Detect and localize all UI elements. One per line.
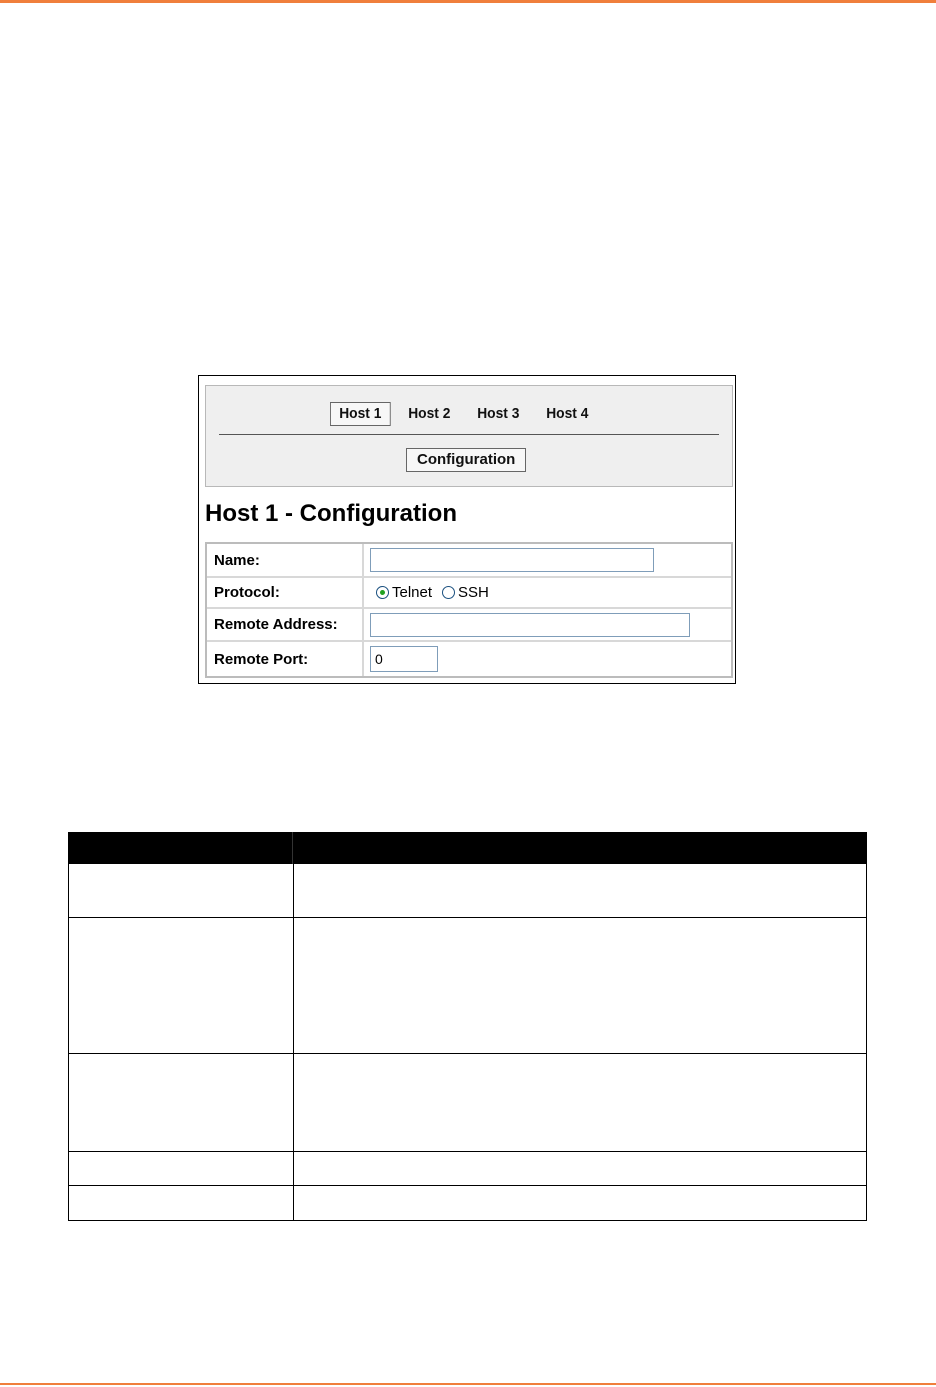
name-input[interactable]	[370, 548, 654, 572]
form-row-remote-port	[207, 642, 731, 676]
host-configuration-screenshot	[198, 375, 736, 684]
telnet-radio-label: Telnet	[392, 584, 433, 601]
top-accent-rule	[0, 0, 936, 3]
ssh-radio[interactable]	[442, 586, 455, 599]
ssh-radio-label: SSH	[458, 584, 489, 601]
nav-divider	[219, 434, 719, 435]
telnet-radio[interactable]	[376, 586, 389, 599]
tab-host-3[interactable]: Host 3	[476, 405, 520, 422]
tab-host-2[interactable]: Host 2	[408, 405, 451, 422]
form-row-name	[207, 544, 731, 576]
table-row	[69, 917, 866, 918]
table-row	[69, 1185, 866, 1186]
host-nav-panel	[205, 385, 733, 487]
table-row	[69, 1053, 866, 1054]
table-header	[68, 832, 867, 864]
remote-port-input[interactable]	[370, 646, 438, 672]
tab-host-4[interactable]: Host 4	[545, 405, 588, 422]
remote-port-label: Remote Port:	[207, 642, 362, 676]
tab-configuration[interactable]: Configuration	[406, 448, 526, 472]
form-row-protocol	[207, 578, 731, 607]
remote-address-label: Remote Address:	[207, 609, 362, 640]
bottom-accent-rule	[0, 1383, 936, 1385]
page-title: Host 1 - Configuration	[205, 500, 457, 527]
settings-description-table	[68, 832, 867, 1221]
table-row	[69, 1151, 866, 1152]
name-label: Name:	[207, 544, 362, 576]
host-tabs	[330, 402, 605, 426]
protocol-label: Protocol:	[207, 578, 362, 607]
remote-address-input[interactable]	[370, 613, 690, 637]
host-config-form	[205, 542, 733, 678]
tab-host-1[interactable]: Host 1	[330, 402, 391, 426]
form-row-remote-address	[207, 609, 731, 640]
